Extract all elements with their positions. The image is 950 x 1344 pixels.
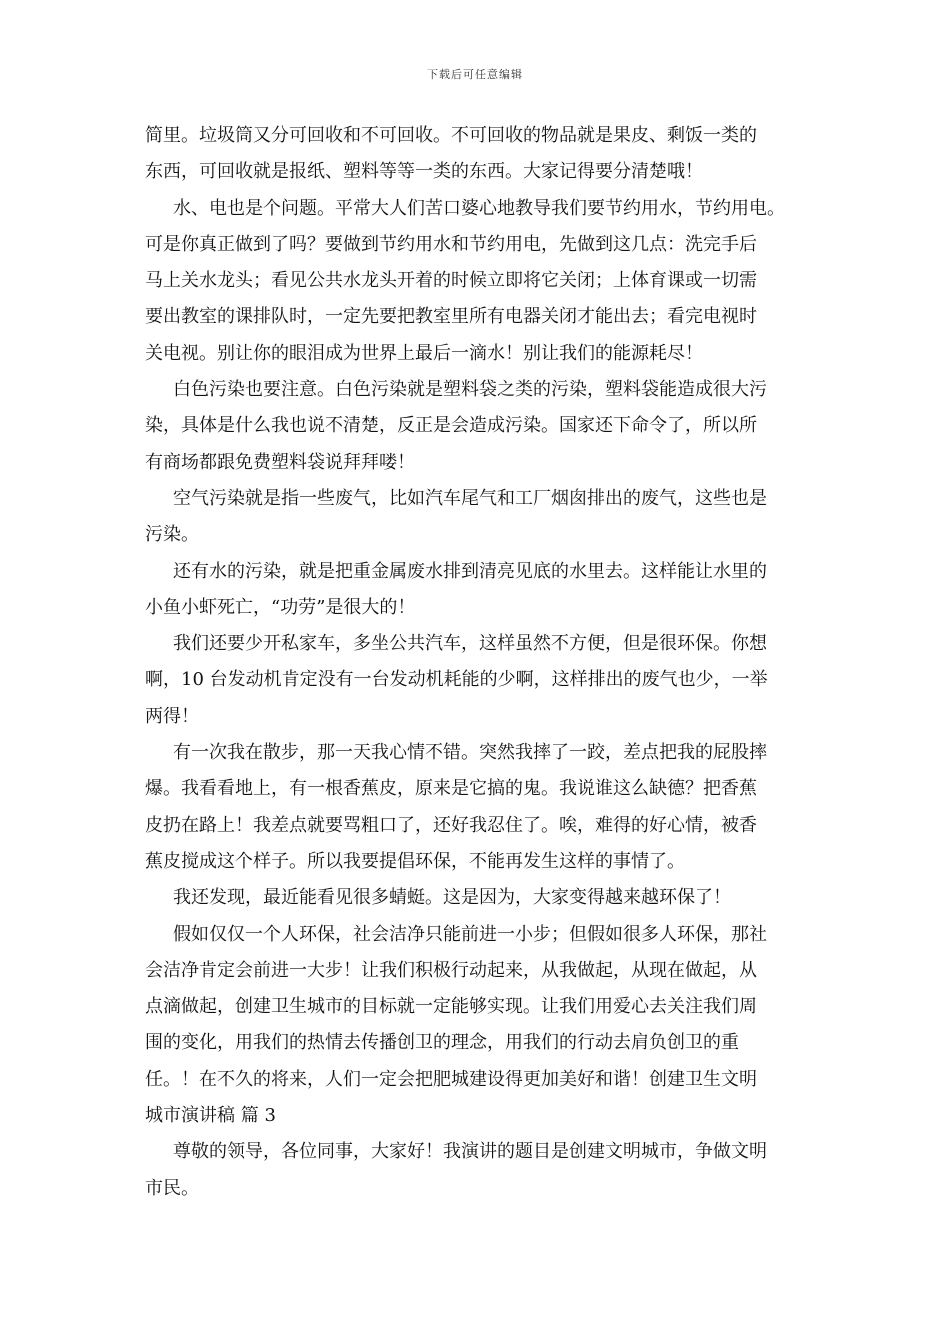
text-line: 关电视。别让你的眼泪成为世界上最后一滴水！别让我们的能源耗尽！ [145,342,703,364]
text-line: 我还发现，最近能看见很多蜻蜓。这是因为，大家变得越来越环保了！ [173,887,731,909]
text-line: 蕉皮搅成这个样子。所以我要提倡环保，不能再发生这样的事情了。 [145,850,685,872]
text-line: 尊敬的领导，各位同事，大家好！我演讲的题目是创建文明城市，争做文明 [173,1141,767,1163]
text-line: 污染。 [145,524,199,546]
text-line: 要出教室的课排队时，一定先要把教室里所有电器关闭才能出去；看完电视时 [145,306,757,328]
text-line: 可是你真正做到了吗？要做到节约用水和节约用电，先做到这几点：洗完手后 [145,233,757,255]
text-line: 皮扔在路上！我差点就要骂粗口了，还好我忍住了。唉，难得的好心情，被香 [145,814,757,836]
text-line: 空气污染就是指一些废气，比如汽车尾气和工厂烟囱排出的废气，这些也是 [173,487,767,509]
text-line: 城市演讲稿 篇 3 [145,1105,276,1127]
text-line: 任。！在不久的将来，人们一定会把肥城建设得更加美好和谐！创建卫生文明 [145,1068,757,1090]
text-line: 简里。垃圾筒又分可回收和不可回收。不可回收的物品就是果皮、剩饭一类的 [145,125,757,146]
text-line: 两得！ [145,705,199,727]
text-line: 市民。 [145,1177,199,1199]
text-line: 东西，可回收就是报纸、塑料等等一类的东西。大家记得要分清楚哦！ [145,161,703,183]
text-line: 爆。我看看地上，有一根香蕉皮，原来是它搞的鬼。我说谁这么缺德？把香蕉 [145,778,757,800]
text-line: 我们还要少开私家车，多坐公共汽车，这样虽然不方便，但是很环保。你想 [173,633,767,655]
text-line: 马上关水龙头；看见公共水龙头开着的时候立即将它关闭；上体育课或一切需 [145,270,757,292]
text-line: 点滴做起，创建卫生城市的目标就一定能够实现。让我们用爱心去关注我们周 [145,996,757,1018]
text-line: 小鱼小虾死亡，“功劳”是很大的！ [145,596,416,618]
text-line: 有一次我在散步，那一天我心情不错。突然我摔了一跤，差点把我的屁股摔 [173,742,767,764]
text-line: 还有水的污染，就是把重金属废水排到清亮见底的水里去。这样能让水里的 [173,560,767,582]
text-line: 假如仅仅一个人环保，社会洁净只能前进一小步；但假如很多人环保，那社 [173,923,767,945]
page-header: 下载后可任意编辑 [427,68,523,81]
text-line: 有商场都跟免费塑料袋说拜拜喽！ [145,451,415,473]
text-line: 会洁净肯定会前进一大步！让我们积极行动起来，从我做起，从现在做起，从 [145,959,757,981]
text-line: 围的变化，用我们的热情去传播创卫的理念，用我们的行动去肩负创卫的重 [145,1032,739,1054]
text-line: 水、电也是个问题。平常大人们苦口婆心地教导我们要节约用水，节约用电。 [173,197,785,219]
text-line: 染，具体是什么我也说不清楚，反正是会造成污染。国家还下命令了，所以所 [145,415,757,437]
document-body [145,118,810,1207]
text-line: 啊，10 台发动机肯定没有一台发动机耗能的少啊，这样排出的废气也少，一举 [145,669,768,691]
text-line: 白色污染也要注意。白色污染就是塑料袋之类的污染，塑料袋能造成很大污 [173,379,767,401]
